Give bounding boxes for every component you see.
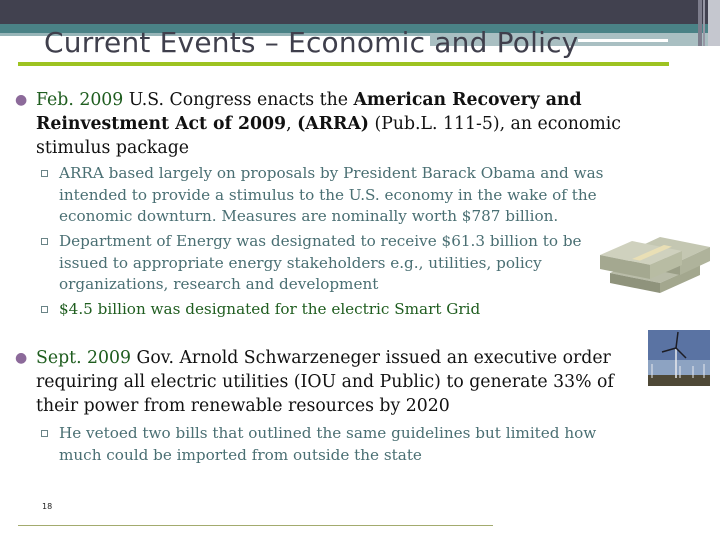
sub-bullet <box>59 163 619 228</box>
bullet-text: U.S. Congress enacts the <box>123 90 354 110</box>
bullet-text: (Pub.L. 111-5), an economic stimulus package <box>36 114 621 158</box>
header-band-dark <box>0 0 720 24</box>
bullet-text: , <box>286 114 298 134</box>
title-underline <box>18 62 669 66</box>
square-bullet-icon <box>41 238 48 245</box>
bullet-date: Sept. 2009 <box>36 348 132 368</box>
square-bullet-icon <box>41 306 48 313</box>
header-vertical-bar <box>703 0 705 46</box>
header-vertical-bar <box>698 0 702 46</box>
sub-bullet-text: He vetoed two bills that outlined the same guidelines but limited how much could be imported from outside the state <box>59 424 597 464</box>
bullet-arra <box>15 88 626 160</box>
sub-bullet <box>59 231 589 296</box>
bullet-date: Feb. 2009 <box>36 90 124 110</box>
sub-bullet <box>59 423 619 466</box>
slide-title: Current Events – Economic and Policy <box>44 26 579 59</box>
sub-bullet-text: ARRA based largely on proposals by President Barack Obama and was intended to provide a stimulus to the U.S. economy in the wake of the economic downturn. Measures are nominally worth $787 billion. <box>59 164 604 225</box>
sub-bullet-highlight <box>59 299 619 321</box>
sub-bullet-text: Department of Energy was designated to receive $61.3 billion to be issued to appropriate energy stakeholders e.g., utilities, policy organizations, research and development <box>59 232 582 293</box>
wind-turbines-image <box>648 330 710 386</box>
bullet-dot-icon: ● <box>15 92 28 108</box>
bullet-bold-arra: (ARRA) <box>297 114 369 134</box>
page-number: 18 <box>42 502 53 511</box>
footer-line <box>18 525 493 526</box>
square-bullet-icon <box>41 430 48 437</box>
sub-bullet-text: $4.5 billion was designated for the electric Smart Grid <box>59 300 481 318</box>
header-vertical-bar <box>708 0 720 46</box>
bullet-bold-act: American Recovery and Reinvestment Act of 2009 <box>36 90 582 134</box>
money-stack-image <box>600 225 718 300</box>
bullet-dot-icon: ● <box>15 350 28 366</box>
bullet-text: Gov. Arnold Schwarzeneger issued an executive order requiring all electric utilities (IOU and Public) to generate 33% of their power from renewable resources by 2020 <box>36 348 614 416</box>
bullet-california <box>15 346 626 418</box>
square-bullet-icon <box>41 170 48 177</box>
header-white-line <box>578 39 668 42</box>
